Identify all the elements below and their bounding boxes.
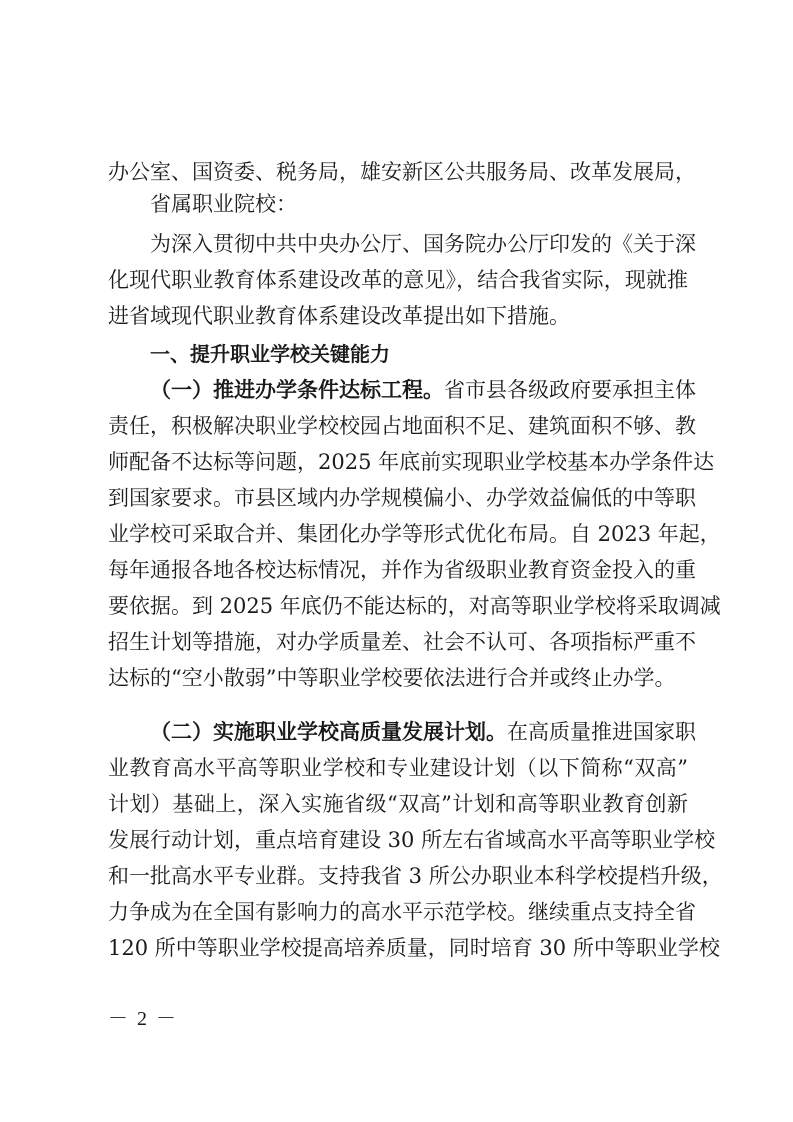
item-1-line: 师配备不达标等问题，2025 年底前实现职业学校基本办学条件达 [108,450,715,474]
item-1-first-text: 省市县各级政府要承担主体 [444,378,696,402]
intro-line: 化现代职业教育体系建设改革的意见》，结合我省实际，现就推 [108,268,688,292]
item-2-line: 发展行动计划，重点培育建设 30 所左右省域高水平高等职业学校 [108,828,716,852]
item-2-title: （二）实施职业学校高质量发展计划。 [150,720,507,744]
item-1-line: 业学校可采取合并、集团化办学等形式优化布局。自 2023 年起， [108,522,721,546]
item-2-first-text: 在高质量推进国家职 [507,720,696,744]
item-1-line: 责任，积极解决职业学校校园占地面积不足、建筑面积不够、教 [108,414,696,438]
item-2-first-line [150,718,696,746]
addressee-line-1: 办公室、国资委、税务局，雄安新区公共服务局、改革发展局， [108,160,696,184]
item-1-line: 招生计划等措施，对办学质量差、社会不认可、各项指标严重不 [108,630,696,654]
item-1-first-line [150,376,696,404]
item-2-line: 和一批高水平专业群。支持我省 3 所公办职业本科学校提档升级， [108,864,723,888]
intro-line: 进省域现代职业教育体系建设改革提出如下措施。 [108,304,570,328]
item-2-line: 业教育高水平高等职业学校和专业建设计划（以下简称“双高” [108,756,688,780]
intro-line: 为深入贯彻中共中央办公厅、国务院办公厅印发的《关于深 [150,232,696,256]
item-1-line: 达标的“空小散弱”中等职业学校要依法进行合并或终止办学。 [108,666,676,690]
section-heading: 一、提升职业学校关键能力 [150,342,390,366]
item-1-line: 每年通报各地各校达标情况，并作为省级职业教育资金投入的重 [108,558,696,582]
page-number: － 2 － [108,1008,178,1030]
item-1-line: 要依据。到 2025 年底仍不能达标的，对高等职业学校将采取调减 [108,594,721,618]
item-1-line: 到国家要求。市县区域内办学规模偏小、办学效益偏低的中等职 [108,486,696,510]
item-2-line: 计划）基础上，深入实施省级“双高”计划和高等职业教育创新 [108,792,688,816]
item-2-line: 力争成为在全国有影响力的高水平示范学校。继续重点支持全省 [108,900,696,924]
addressee-line-2: 省属职业院校： [150,192,297,216]
item-1-title: （一）推进办学条件达标工程。 [150,378,444,402]
item-2-line: 120 所中等职业学校提高培养质量，同时培育 30 所中等职业学校 [108,936,720,960]
